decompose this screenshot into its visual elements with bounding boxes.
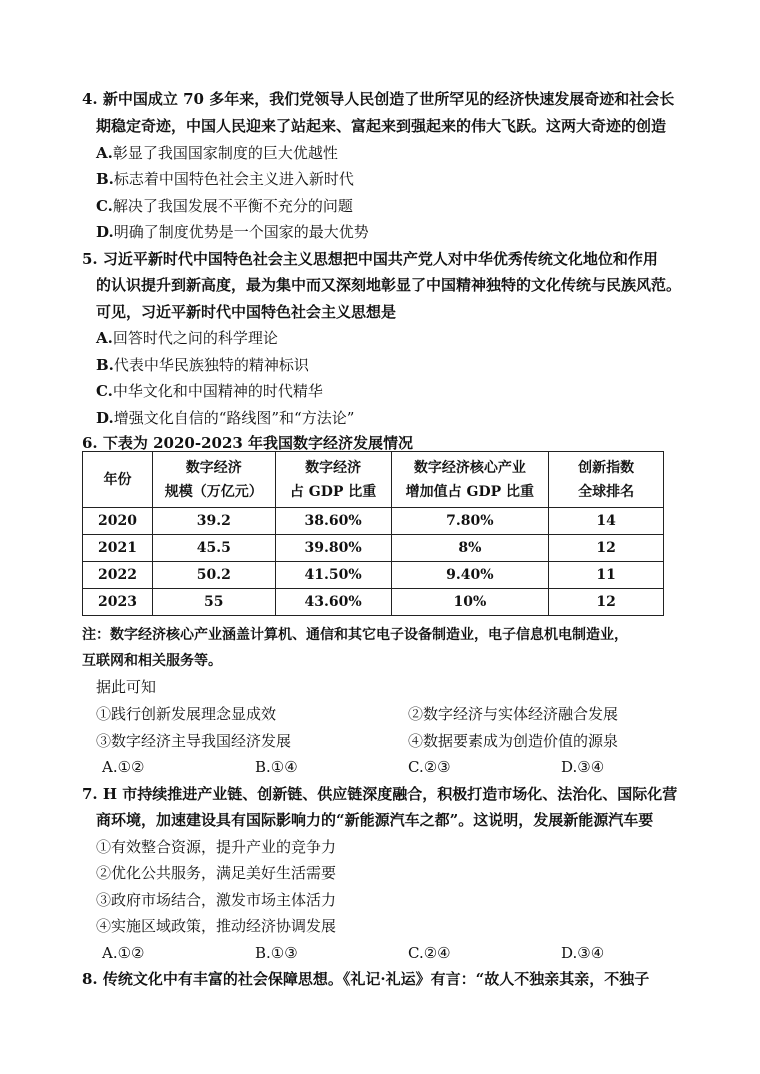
table-header-year (83, 452, 153, 508)
table-header-core-industry-l1: 数字经济核心产业 (413, 459, 526, 476)
table-row (83, 508, 664, 535)
table-cell: 55 (152, 589, 275, 616)
digital-economy-table (82, 451, 664, 616)
table-cell: 12 (549, 535, 664, 562)
q5-option-b-letter: B. (96, 356, 114, 374)
table-cell: 8% (391, 535, 549, 562)
q6-answer-a: A.①② (102, 758, 145, 776)
table-header-innovation-rank-l1: 创新指数 (578, 459, 635, 476)
q5-option-a (96, 328, 278, 348)
q7-statement-3: ③政府市场结合，激发市场主体活力 (96, 891, 337, 909)
table-cell: 39.2 (152, 508, 275, 535)
q4-stem-line1: 4. 新中国成立 70 多年来，我们党领导人民创造了世所罕见的经济快速发展奇迹和社会长 (82, 90, 675, 108)
q6-prompt: 据此可知 (96, 678, 157, 696)
table-cell: 50.2 (152, 562, 275, 589)
table-row (83, 535, 664, 562)
table-cell: 10% (391, 589, 549, 616)
q6-note-line1: 注：数字经济核心产业涵盖计算机、通信和其它电子设备制造业，电子信息机电制造业， (82, 627, 628, 643)
table-cell: 39.80% (275, 535, 391, 562)
q4-option-a-text: 彰显了我国国家制度的巨大优越性 (112, 144, 338, 162)
q7-answer-c: C.②④ (408, 944, 451, 962)
q4-option-a-letter: A. (96, 144, 113, 162)
table-cell: 2023 (83, 589, 153, 616)
q4-stem-line2: 期稳定奇迹，中国人民迎来了站起来、富起来到强起来的伟大飞跃。这两大奇迹的创造 (96, 117, 667, 135)
table-cell: 14 (549, 508, 664, 535)
table-header-scale-l1: 数字经济 (185, 459, 242, 476)
table-cell: 38.60% (275, 508, 391, 535)
q6-note-line2: 互联网和相关服务等。 (82, 653, 222, 669)
table-cell: 11 (549, 562, 664, 589)
table-cell: 45.5 (152, 535, 275, 562)
q5-option-d-text: 增强文化自信的“路线图”和“方法论” (113, 409, 355, 427)
table-cell: 43.60% (275, 589, 391, 616)
table-cell: 2022 (83, 562, 153, 589)
q5-stem-line1: 5. 习近平新时代中国特色社会主义思想把中国共产党人对中华优秀传统文化地位和作用 (82, 250, 658, 268)
q5-option-a-text: 回答时代之问的科学理论 (112, 329, 278, 347)
q5-option-c (96, 381, 323, 401)
table-row (83, 562, 664, 589)
q6-answer-d: D.③④ (561, 758, 605, 776)
table-cell: 2020 (83, 508, 153, 535)
q4-option-d-letter: D. (96, 223, 114, 241)
table-cell: 41.50% (275, 562, 391, 589)
q7-answer-b: B.①③ (255, 944, 298, 962)
q5-option-d-letter: D. (96, 409, 114, 427)
q5-stem-line2: 的认识提升到新高度，最为集中而又深刻地彰显了中国精神独特的文化传统与民族风范。 (96, 276, 682, 294)
q7-statement-2: ②优化公共服务，满足美好生活需要 (96, 864, 337, 882)
q6-answer-c: C.②③ (408, 758, 451, 776)
table-cell: 7.80% (391, 508, 549, 535)
table-header-scale-l2: 规模（万亿元） (164, 483, 263, 500)
table-header-core-industry-l2: 增加值占 GDP 比重 (405, 483, 535, 500)
q6-statement-3: ③数字经济主导我国经济发展 (96, 732, 292, 750)
q5-option-a-letter: A. (96, 329, 113, 347)
table-header-scale (152, 452, 275, 508)
table-header-innovation-rank (549, 452, 664, 508)
q6-answer-b: B.①④ (255, 758, 298, 776)
q5-option-b-text: 代表中华民族独特的精神标识 (113, 356, 309, 374)
q7-stem-line1: 7. H 市持续推进产业链、创新链、供应链深度融合，积极打造市场化、法治化、国际化营 (82, 785, 678, 803)
q8-stem-line1: 8. 传统文化中有丰富的社会保障思想。《礼记·礼运》有言：“故人不独亲其亲，不独子 (82, 970, 650, 988)
table-cell: 2021 (83, 535, 153, 562)
q6-statement-4: ④数据要素成为创造价值的源泉 (408, 732, 619, 750)
table-header-row (83, 452, 664, 508)
q6-stem: 6. 下表为 2020-2023 年我国数字经济发展情况 (82, 434, 414, 452)
q7-statement-4: ④实施区域政策，推动经济协调发展 (96, 917, 337, 935)
q5-stem-line3: 可见，习近平新时代中国特色社会主义思想是 (96, 303, 397, 321)
q4-option-d (96, 222, 369, 242)
q5-option-b (96, 355, 309, 375)
q4-option-b (96, 169, 354, 189)
table-header-gdp-share (275, 452, 391, 508)
q5-option-c-letter: C. (96, 382, 113, 400)
table-cell: 12 (549, 589, 664, 616)
table-row (83, 589, 664, 616)
q6-statement-1: ①践行创新发展理念显成效 (96, 705, 277, 723)
q7-statement-1: ①有效整合资源，提升产业的竞争力 (96, 838, 337, 856)
q4-option-c-text: 解决了我国发展不平衡不充分的问题 (112, 197, 353, 215)
q7-answer-a: A.①② (102, 944, 145, 962)
table-header-gdp-share-l2: 占 GDP 比重 (289, 483, 377, 500)
q5-option-c-text: 中华文化和中国精神的时代精华 (112, 382, 323, 400)
table-header-core-industry (391, 452, 549, 508)
q4-option-c (96, 196, 353, 216)
q5-option-d (96, 408, 354, 428)
q4-option-d-text: 明确了制度优势是一个国家的最大优势 (113, 223, 369, 241)
q4-option-b-letter: B. (96, 170, 114, 188)
q4-option-b-text: 标志着中国特色社会主义进入新时代 (113, 170, 354, 188)
q4-option-c-letter: C. (96, 197, 113, 215)
q4-option-a (96, 143, 338, 163)
table-header-year-label: 年份 (103, 471, 132, 488)
q7-answer-d: D.③④ (561, 944, 605, 962)
q7-stem-line2: 商环境，加速建设具有国际影响力的“新能源汽车之都”。这说明，发展新能源汽车要 (96, 811, 654, 829)
table-header-innovation-rank-l2: 全球排名 (578, 483, 635, 500)
q6-statement-2: ②数字经济与实体经济融合发展 (408, 705, 619, 723)
table-header-gdp-share-l1: 数字经济 (305, 459, 362, 476)
table-cell: 9.40% (391, 562, 549, 589)
